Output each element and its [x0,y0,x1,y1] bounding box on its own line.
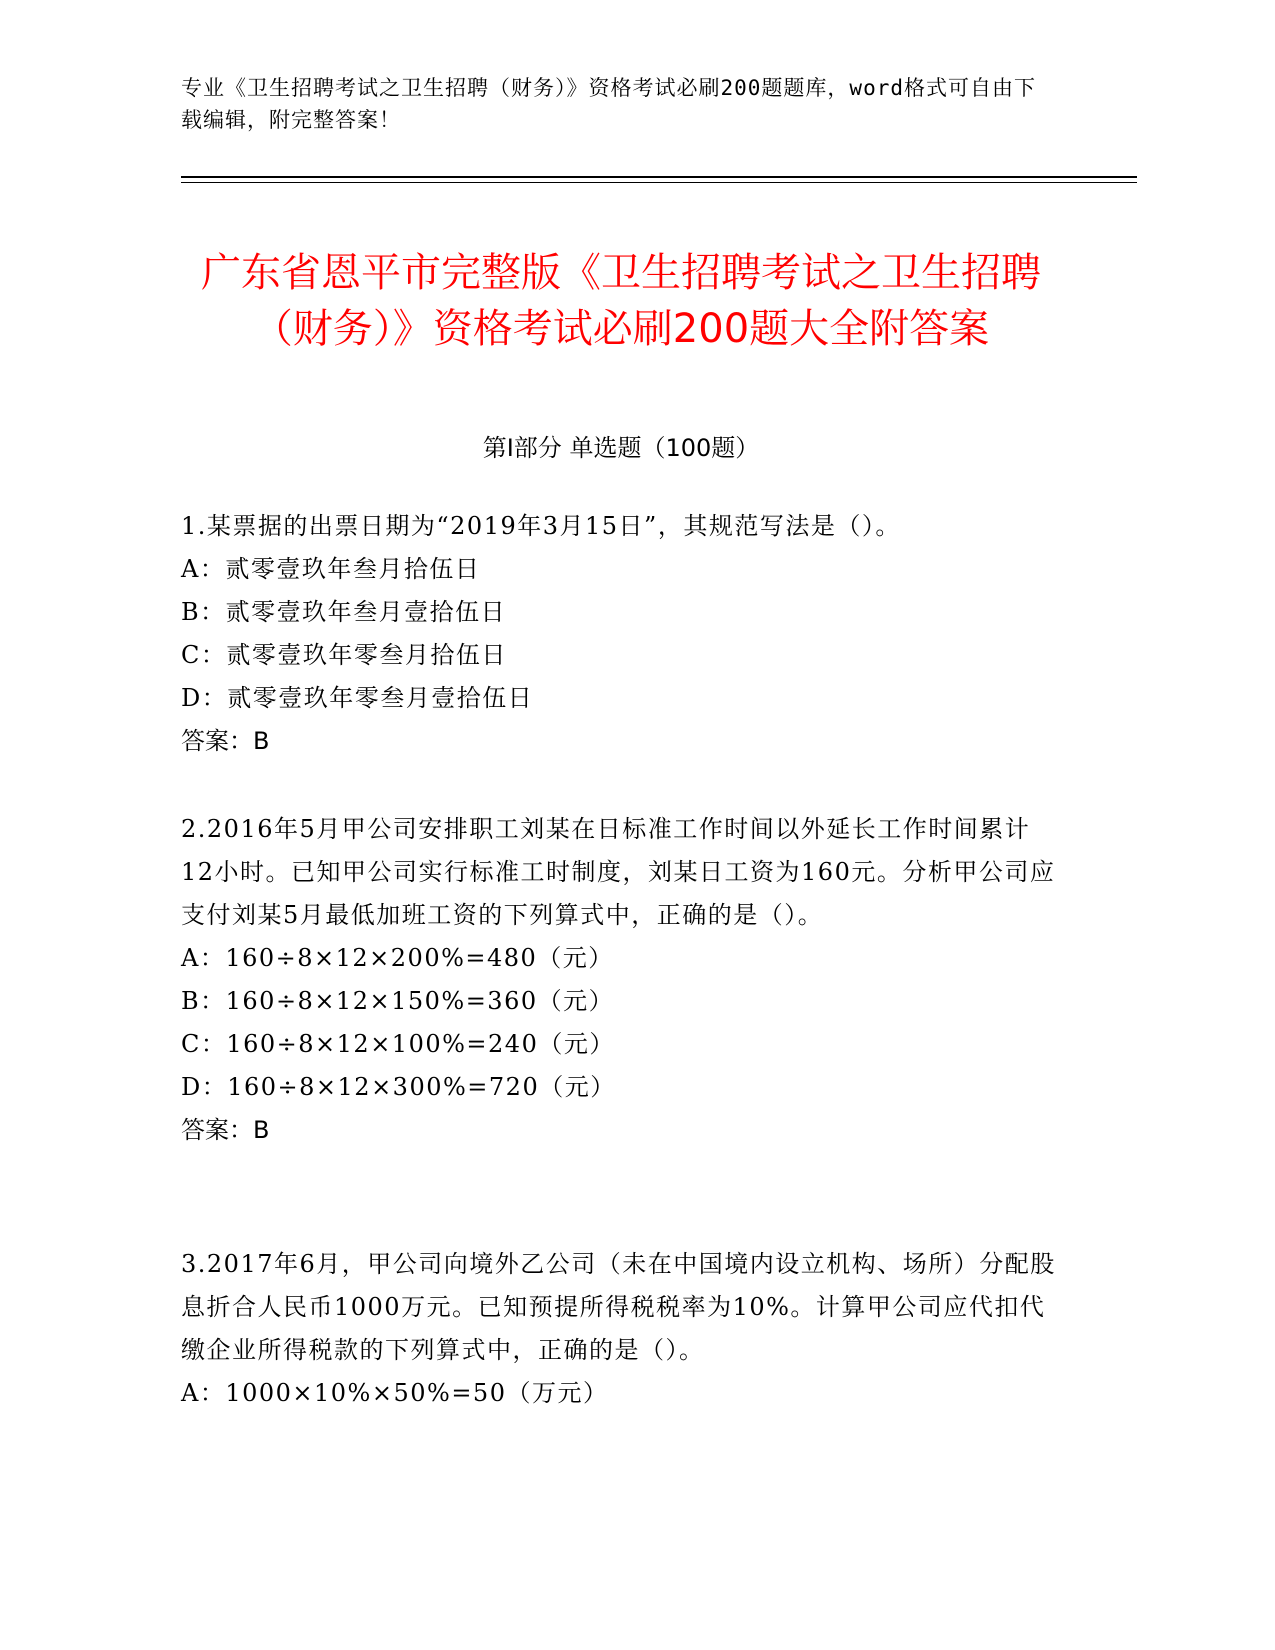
header-divider-thick [181,176,1137,178]
option-d: D：贰零壹玖年零叁月壹拾伍日 [181,684,534,712]
header-divider-thin [181,182,1137,183]
question-1 [181,505,1061,763]
question-2 [181,808,1061,1152]
section-title: 第Ⅰ部分 单选题（100题） [482,434,760,462]
header-note: 专业《卫生招聘考试之卫生招聘（财务）》资格考试必刷200题题库，word格式可自由下载编辑，附完整答案！ [181,76,1036,132]
question-stem: 3.2017年6月，甲公司向境外乙公司（未在中国境内设立机构、场所）分配股息折合人民币1000万元。已知预提所得税税率为10%。计算甲公司应代扣代缴企业所得税款的下列算式中，正确的是（）。 [181,1250,1056,1364]
option-a: A：1000×10%×50%=50（万元） [181,1379,609,1407]
option-b: B：贰零壹玖年叁月壹拾伍日 [181,598,507,626]
option-b: B：160÷8×12×150%=360（元） [181,987,615,1015]
option-a: A：贰零壹玖年叁月拾伍日 [181,555,481,583]
answer: 答案：B [181,1116,270,1144]
question-3 [181,1243,1061,1415]
option-d: D：160÷8×12×300%=720（元） [181,1073,616,1101]
document-title: 广东省恩平市完整版《卫生招聘考试之卫生招聘（财务）》资格考试必刷200题大全附答案 [201,249,1041,352]
option-c: C：160÷8×12×100%=240（元） [181,1030,615,1058]
answer: 答案：B [181,727,270,755]
question-stem: 1.某票据的出票日期为“2019年3月15日”，其规范写法是（）。 [181,512,901,540]
option-a: A：160÷8×12×200%=480（元） [181,944,614,972]
option-c: C：贰零壹玖年零叁月拾伍日 [181,641,507,669]
question-stem: 2.2016年5月甲公司安排职工刘某在日标准工作时间以外延长工作时间累计12小时。已知甲公司实行标准工时制度，刘某日工资为160元。分析甲公司应支付刘某5月最低加班工资的下列算式中，正确的是（）。 [181,815,1056,929]
